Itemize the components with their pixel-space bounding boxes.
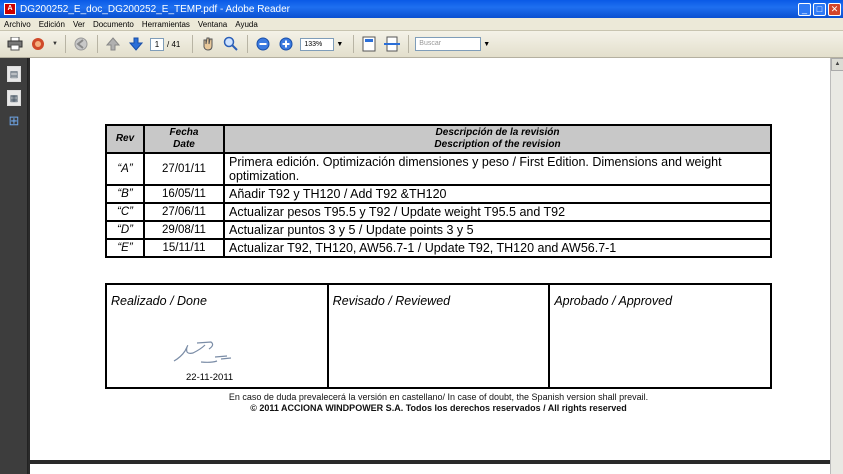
toolbar-separator (247, 35, 248, 53)
row-description: Actualizar T92, TH120, AW56.7-1 / Update T92, TH120 and AW56.7-1 (224, 239, 771, 257)
header-description-es: Descripción de la revisión (435, 127, 560, 138)
row-rev: “D” (106, 221, 144, 239)
pages-icon[interactable]: ▤ (7, 66, 21, 82)
signature-reviewed-label: Revisado / Reviewed (332, 294, 451, 308)
row-description: Actualizar pesos T95.5 y T92 / Update weight T95.5 and T92 (224, 203, 771, 221)
row-date: 27/06/11 (144, 203, 224, 221)
toolbar-separator (353, 35, 354, 53)
chevron-down-icon[interactable]: ▼ (52, 41, 58, 47)
signature-reviewed (329, 285, 551, 387)
attachments-icon[interactable]: ▦ (7, 90, 21, 106)
zoom-level-input[interactable]: 133% (300, 38, 334, 51)
header-fecha-en: Date (173, 139, 195, 150)
signature-approved-label: Aprobado / Approved (554, 294, 673, 308)
header-rev: Rev (106, 125, 144, 153)
zoom-in-icon[interactable] (277, 35, 295, 53)
menu-ventana[interactable]: Ventana (197, 19, 228, 29)
menu-archivo[interactable]: Archivo (4, 19, 31, 29)
signature-approved (550, 285, 770, 387)
back-icon[interactable] (72, 35, 90, 53)
header-description (224, 125, 771, 153)
menu-ver[interactable]: Ver (72, 19, 85, 29)
table-row (106, 203, 771, 221)
fit-width-icon[interactable] (383, 35, 401, 53)
print-icon[interactable] (6, 35, 24, 53)
table-row (106, 221, 771, 239)
page-total: / 41 (167, 39, 181, 49)
page-number-input[interactable]: 1 (150, 38, 164, 51)
signature-done-label: Realizado / Done (111, 294, 207, 308)
menu-ayuda[interactable]: Ayuda (235, 19, 258, 29)
toolbar-separator (408, 35, 409, 53)
table-row (106, 239, 771, 257)
revision-table-header (106, 125, 771, 153)
toolbar-separator (97, 35, 98, 53)
document-page (30, 58, 830, 460)
email-icon[interactable] (29, 35, 47, 53)
adobe-reader-icon: A (4, 3, 16, 15)
minimize-button[interactable]: _ (798, 3, 811, 16)
zoom-dropdown-icon[interactable]: ▼ (336, 40, 344, 48)
row-description: Actualizar puntos 3 y 5 / Update points 3 y 5 (224, 221, 771, 239)
row-date: 15/11/11 (144, 239, 224, 257)
window-title: DG200252_E_doc_DG200252_E_TEMP.pdf - Adobe Reader (20, 3, 291, 15)
down-arrow-icon[interactable] (127, 35, 145, 53)
row-date: 27/01/11 (144, 153, 224, 185)
up-arrow-icon[interactable] (104, 35, 122, 53)
signature-block (105, 283, 772, 389)
toolbar (0, 31, 843, 58)
navigation-panel (0, 58, 28, 474)
scroll-up-icon[interactable]: ▲ (831, 58, 843, 71)
close-button[interactable]: ✕ (828, 3, 841, 16)
row-date: 29/08/11 (144, 221, 224, 239)
fit-page-icon[interactable] (360, 35, 378, 53)
hand-icon[interactable] (199, 35, 217, 53)
bookmarks-icon[interactable]: ⊞ (8, 113, 20, 128)
table-row (106, 185, 771, 203)
toolbar-separator (65, 35, 66, 53)
row-rev: “C” (106, 203, 144, 221)
row-rev: “E” (106, 239, 144, 257)
language-note: En caso de duda prevalecerá la versión en castellano/ In case of doubt, the Spanish version shall prevail. (228, 392, 649, 402)
menu-herramientas[interactable]: Herramientas (141, 19, 190, 29)
header-fecha-es: Fecha (169, 127, 199, 138)
next-page-edge (30, 464, 830, 474)
search-dropdown-icon[interactable]: ▼ (483, 40, 491, 48)
toolbar-separator (192, 35, 193, 53)
signature-done (107, 285, 329, 387)
header-fecha (144, 125, 224, 153)
search-input[interactable]: Buscar (415, 37, 481, 51)
table-row (106, 153, 771, 185)
zoom-out-icon[interactable] (254, 35, 272, 53)
menu-bar (0, 18, 843, 31)
vertical-scrollbar[interactable] (830, 58, 843, 474)
copyright-notice: © 2011 ACCIONA WINDPOWER S.A. Todos los derechos reservados / All rights reserved (250, 403, 627, 413)
revision-table (105, 124, 772, 258)
handwritten-signature-icon (171, 337, 241, 365)
menu-documento[interactable]: Documento (92, 19, 134, 29)
zoom-icon[interactable] (222, 35, 240, 53)
row-rev: “A” (106, 153, 144, 185)
row-description: Primera edición. Optimización dimensiones y peso / First Edition. Dimensions and weight optimization. (224, 153, 771, 185)
signature-date: 22-11-2011 (186, 372, 234, 383)
row-description: Añadir T92 y TH120 / Add T92 &TH120 (224, 185, 771, 203)
header-description-en: Description of the revision (434, 139, 561, 150)
title-bar (0, 0, 843, 18)
menu-edicion[interactable]: Edición (38, 19, 65, 29)
row-date: 16/05/11 (144, 185, 224, 203)
maximize-button[interactable]: □ (813, 3, 826, 16)
row-rev: “B” (106, 185, 144, 203)
